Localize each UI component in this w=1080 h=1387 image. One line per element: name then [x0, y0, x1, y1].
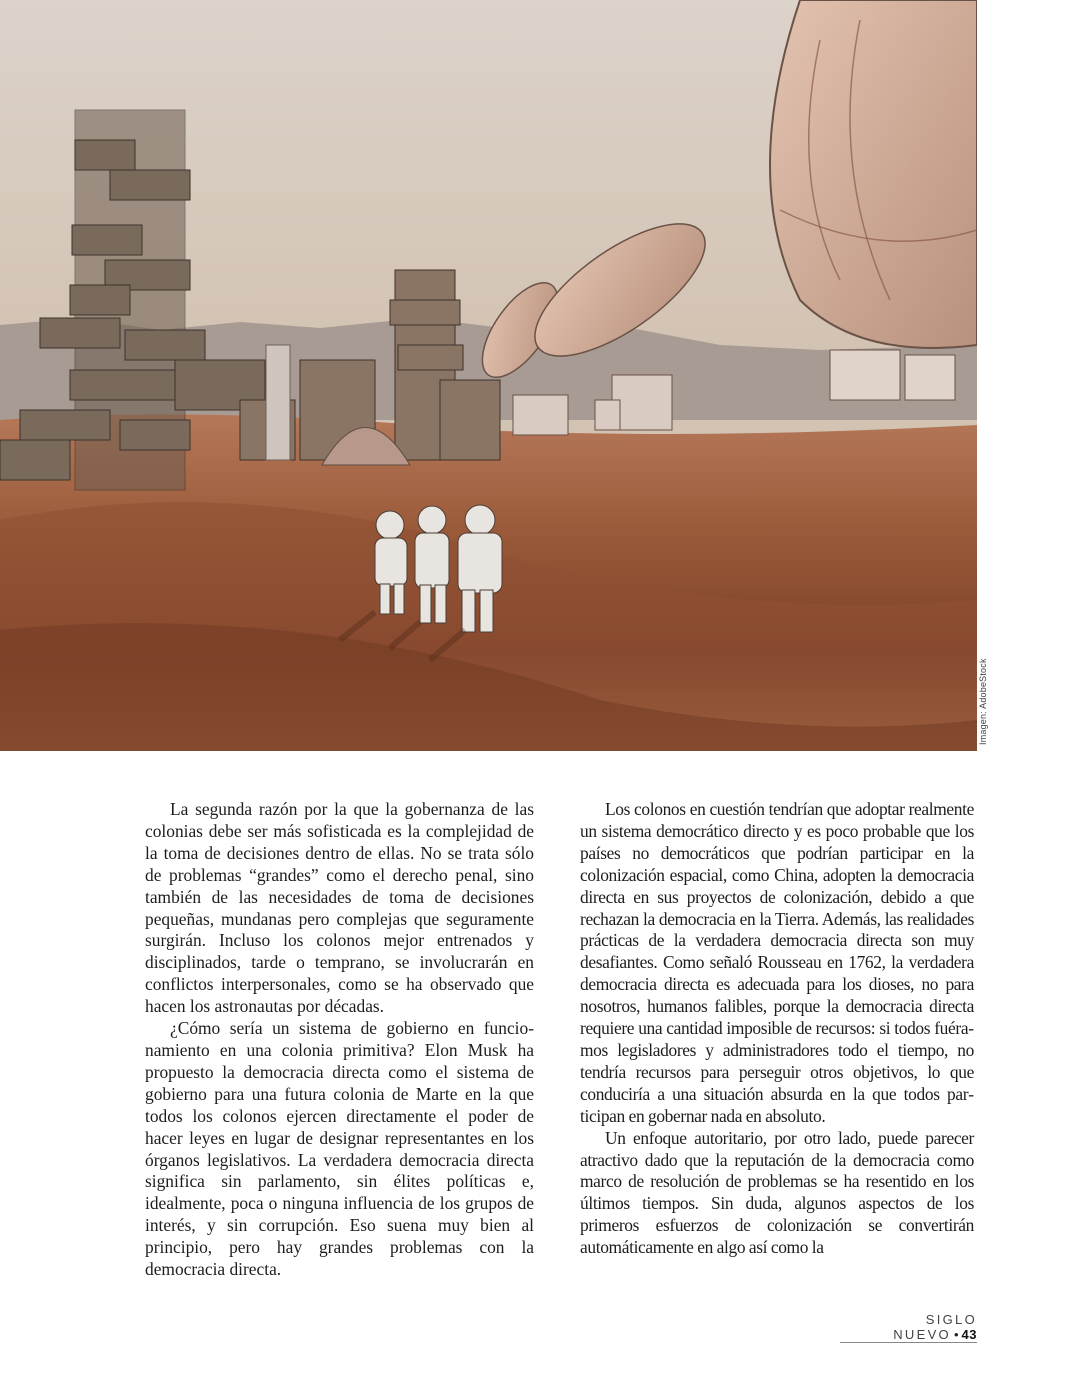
mars-colony-illustration — [0, 0, 977, 751]
paragraph: Los colonos en cuestión tendrían que adoptar realmente un sistema democrático directo y es poco probable que los países no democráticos que podrían participar en la colonización espacial, como China, adopten la democracia directa en sus proyectos de colonización, debido a que rechazan la democracia en la Tierra. Además, las realidades prácticas de la verdadera democracia directa son muy desafiantes. Como señaló Rousseau en 1762, la verdadera democracia directa es adecuada para los dioses, no para nosotros, humanos falibles, porque la democracia directa requiere una cantidad imposible de recursos: si todos fuéramos legisladores y administradores todo el tiempo, no tendría recursos para perseguir otros objetivos, lo que conduciría a una situación absurda en la que todos participan en gobernar nada en absoluto. — [580, 799, 974, 1126]
hero-image — [0, 0, 977, 751]
magazine-name: SIGLO NUEVO — [893, 1312, 977, 1342]
image-credit: Imagen: AdobeStock — [978, 658, 988, 745]
paragraph: Un enfoque autoritario, por otro lado, puede parecer atractivo dado que la reputación de la democracia como marco de resolución de problemas se ha resentido en los últimos tiempos. Sin duda, algunos aspectos de los primeros esfuerzos de colonización se convertirán automáticamente en algo así como la — [580, 1127, 974, 1258]
article-right-column — [580, 799, 974, 1259]
page-footer — [840, 1312, 977, 1343]
paragraph: La segunda razón por la que la gobernanza de las colonias debe ser más sofisticada es la complejidad de la toma de decisiones dentro de ellas. No se trata sólo de problemas “grandes” como el derecho penal, sino también de las necesidades de toma de decisiones pequeñas, mundanas pero complejas que seguramente surgirán. Incluso los colonos mejor entrenados y disciplinados, tarde o temprano, se involucrarán en conflictos interpersonales, como se ha observado que hacen los astronautas por décadas. — [145, 799, 534, 1017]
footer-separator: • — [953, 1327, 959, 1342]
page-number: 43 — [961, 1327, 977, 1342]
article-left-column — [145, 799, 534, 1281]
paragraph: ¿Cómo sería un sistema de gobierno en funcionamiento en una colonia primitiva? Elon Musk ha propuesto la democracia directa como el sistema de gobierno para una futura colonia de Marte en la que todos los colonos ejercen directamente el poder de hacer leyes en lugar de designar representantes en los órganos legislativos. La verdadera democracia directa significa sin parlamento, sin élites políticas e, idealmente, poca o ninguna influencia de los grupos de interés, y sin corrupción. Eso suena muy bien al principio, pero hay grandes problemas con la democracia directa. — [145, 1018, 534, 1280]
